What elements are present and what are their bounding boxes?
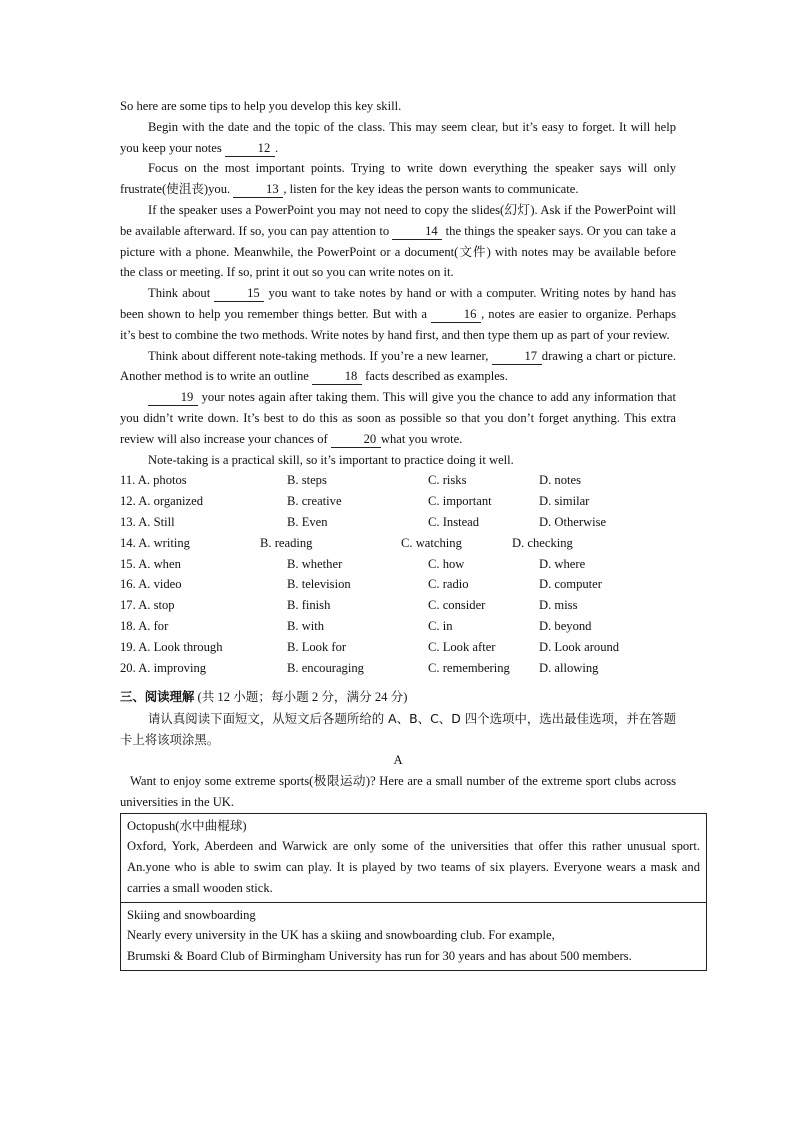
option-c[interactable]: C. in xyxy=(428,618,453,633)
club-description: Brumski & Board Club of Birmingham University has run for 30 years and has about 500 members. xyxy=(127,949,632,964)
option-a[interactable]: 14. A. writing xyxy=(120,535,190,550)
option-b[interactable]: B. television xyxy=(287,577,351,592)
option-c[interactable]: C. radio xyxy=(428,577,469,592)
blank-14[interactable]: 14 xyxy=(392,223,442,240)
option-c[interactable]: C. remembering xyxy=(428,660,510,675)
option-d[interactable]: D. beyond xyxy=(539,618,592,633)
club-cell xyxy=(121,902,707,970)
option-row xyxy=(120,470,676,491)
passage-paragraph-4: If the speaker uses a PowerPoint you may not need to copy the slides(幻灯). Ask if the PowerPoint will be available afterward. If so, you can pay attention to 14 the things the speaker says. Or you can take a picture with a phone. Meanwhile, the PowerPoint or a document(文件) with notes may be available before the class or meeting. If so, print it out so you can write notes on it. xyxy=(120,202,677,280)
passage-letter: A xyxy=(393,753,403,768)
option-a[interactable]: 18. A. for xyxy=(120,618,169,633)
option-d[interactable]: D. Otherwise xyxy=(539,514,607,529)
club-name: Skiing and snowboarding xyxy=(127,907,256,922)
option-row xyxy=(120,658,676,679)
club-description: Nearly every university in the UK has a skiing and snowboarding club. For example, xyxy=(127,928,555,943)
option-c[interactable]: C. important xyxy=(428,494,492,509)
club-cell xyxy=(121,813,707,902)
option-d[interactable]: D. similar xyxy=(539,494,590,509)
option-c[interactable]: C. Instead xyxy=(428,514,480,529)
option-a[interactable]: 12. A. organized xyxy=(120,494,204,509)
option-d[interactable]: D. miss xyxy=(539,598,578,613)
option-b[interactable]: B. encouraging xyxy=(287,660,364,675)
option-d[interactable]: D. checking xyxy=(512,535,573,550)
blank-16[interactable]: 16 xyxy=(431,306,481,323)
option-b[interactable]: B. Look for xyxy=(287,639,347,654)
section-heading xyxy=(120,687,676,708)
option-row xyxy=(120,491,676,512)
option-b[interactable]: B. Even xyxy=(287,514,328,529)
option-row xyxy=(120,533,676,554)
option-d[interactable]: D. where xyxy=(539,556,586,571)
option-b[interactable]: B. reading xyxy=(260,535,313,550)
option-b[interactable]: B. whether xyxy=(287,556,343,571)
section-score: (共 12 小题；每小题 2 分，满分 24 分) xyxy=(197,690,408,705)
option-c[interactable]: C. risks xyxy=(428,473,467,488)
passage-paragraph-1: So here are some tips to help you develop this key skill. xyxy=(120,99,402,113)
option-d[interactable]: D. Look around xyxy=(539,639,620,654)
blank-15[interactable]: 15 xyxy=(214,285,264,302)
section-instruction: 请认真阅读下面短文，从短文后各题所给的 A、B、C、D 四个选项中，选出最佳选项，并在答题卡上将该项涂黑。 xyxy=(120,711,676,748)
exam-page xyxy=(120,96,700,971)
option-c[interactable]: C. Look after xyxy=(428,639,496,654)
option-d[interactable]: D. notes xyxy=(539,473,581,488)
answer-options xyxy=(120,470,676,678)
passage-intro: Want to enjoy some extreme sports(极限运动)? Here are a small number of the extreme sport clubs across universities in the UK. xyxy=(120,773,676,809)
blank-13[interactable]: 13 xyxy=(233,181,283,198)
option-a[interactable]: 19. A. Look through xyxy=(120,639,223,654)
passage-paragraph-5: Think about 15 you want to take notes by hand or with a computer. Writing notes by hand has been shown to help you remember things better. But with a 16 , notes are easier to organize. Perhaps it’s best to combine the two methods. Write notes by hand first, and then type them up as part of your review. xyxy=(120,286,676,342)
option-a[interactable]: 15. A. when xyxy=(120,556,181,571)
option-b[interactable]: B. finish xyxy=(287,598,331,613)
passage-paragraph-3: Focus on the most important points. Trying to write down everything the speaker says will only frustrate(使沮丧)you. 13 , listen for the key ideas the person wants to communicate. xyxy=(120,161,676,197)
option-row xyxy=(120,512,676,533)
option-b[interactable]: B. with xyxy=(287,618,325,633)
option-a[interactable]: 17. A. stop xyxy=(120,598,175,613)
option-row xyxy=(120,637,676,658)
option-b[interactable]: B. creative xyxy=(287,494,342,509)
option-d[interactable]: D. computer xyxy=(539,577,602,592)
blank-12[interactable]: 12 xyxy=(225,140,275,157)
club-name: Octopush(水中曲棍球) xyxy=(127,818,247,833)
option-row xyxy=(120,616,676,637)
blank-18[interactable]: 18 xyxy=(312,368,362,385)
clubs-table xyxy=(120,813,707,972)
option-a[interactable]: 11. A. photos xyxy=(120,473,187,488)
club-description: Oxford, York, Aberdeen and Warwick are only some of the universities that offer this rather unusual sport. An.yone who is able to swim can play. It is played by two teams of six players. Everyone wears a mask and carries a small wooden stick. xyxy=(127,839,700,895)
section-title: 三、阅读理解 xyxy=(120,689,195,705)
option-a[interactable]: 20. A. improving xyxy=(120,660,207,675)
option-d[interactable]: D. allowing xyxy=(539,660,599,675)
option-b[interactable]: B. steps xyxy=(287,473,327,488)
passage-paragraph-8: Note-taking is a practical skill, so it’s important to practice doing it well. xyxy=(148,452,514,467)
option-row xyxy=(120,595,676,616)
blank-19[interactable]: 19 xyxy=(148,389,198,406)
option-row xyxy=(120,574,676,595)
option-a[interactable]: 13. A. Still xyxy=(120,514,175,529)
option-c[interactable]: C. watching xyxy=(401,535,462,550)
blank-17[interactable]: 17 xyxy=(492,348,542,365)
option-c[interactable]: C. consider xyxy=(428,598,486,613)
passage-paragraph-2: Begin with the date and the topic of the class. This may seem clear, but it’s easy to forget. It will help you keep your notes 12 . xyxy=(120,119,676,155)
table-row xyxy=(121,902,707,970)
passage-paragraph-7: 19 your notes again after taking them. This will give you the chance to add any information that you didn’t write down. It’s best to do this as soon as possible so that you don’t forget anything. This extra review will also increase your chances of 20 what you wrote. xyxy=(120,390,676,446)
option-row xyxy=(120,554,676,575)
option-c[interactable]: C. how xyxy=(428,556,465,571)
passage-paragraph-6: Think about different note-taking methods. If you’re a new learner, 17 drawing a chart or picture. Another method is to write an outline 18 facts described as examples. xyxy=(120,348,676,384)
blank-20[interactable]: 20 xyxy=(331,431,381,448)
table-row xyxy=(121,813,707,902)
option-a[interactable]: 16. A. video xyxy=(120,577,182,592)
